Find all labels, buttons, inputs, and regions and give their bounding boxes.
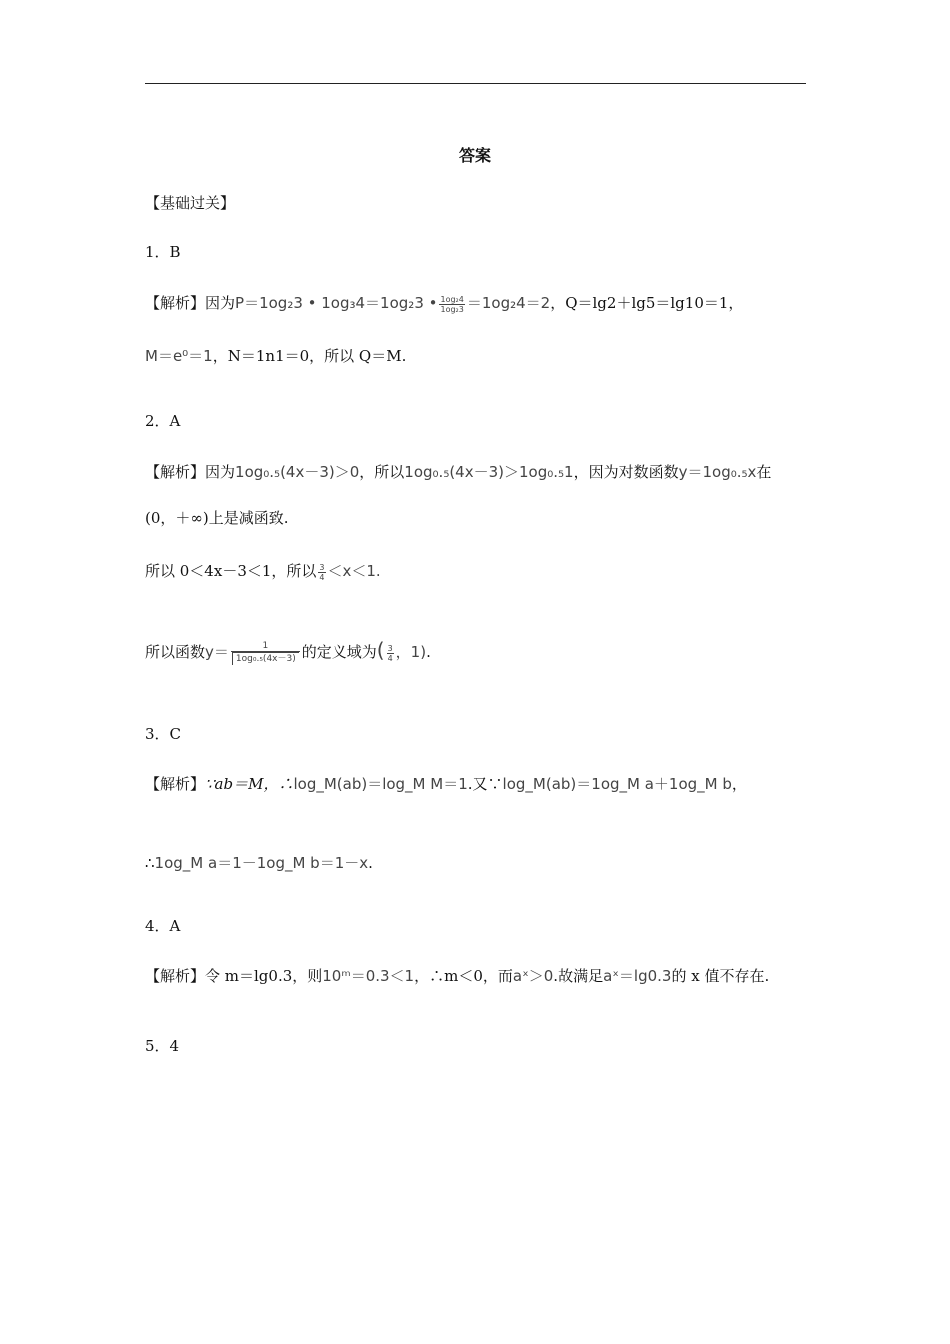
text: . <box>426 643 431 661</box>
text: 所以函数 <box>145 643 206 661</box>
fraction-denominator: 4 <box>387 653 393 663</box>
fraction-numerator: 3 <box>387 643 393 653</box>
text: 令 m＝lg0.3，则 <box>205 967 323 985</box>
answer-1-explanation-line1 <box>145 292 743 314</box>
separator: ， <box>550 294 566 312</box>
fraction-numerator: 1 <box>231 642 300 652</box>
answer-2-line3 <box>145 560 381 582</box>
text: ，因为对数函数 <box>573 463 679 481</box>
math-range: ＜x＜1. <box>327 562 381 580</box>
math-function: y＝1og₀.₅x <box>678 463 757 481</box>
math-p-def: P＝1og₂3 • 1og₃4＝1og₂3 • <box>235 294 438 312</box>
math-interval-tail: ，1) <box>395 643 427 661</box>
text: 因为 <box>205 463 236 481</box>
fraction-denominator <box>231 652 300 665</box>
text: 因为 <box>205 294 236 312</box>
answer-5-label: 5．4 <box>145 1037 180 1055</box>
answer-1-label: 1．B <box>145 243 181 261</box>
explanation-tag: 【解析】 <box>145 463 206 481</box>
text: 的 x 值不存在. <box>671 967 770 985</box>
math-n-part: N＝1n1＝0，所以 Q＝M. <box>227 347 407 365</box>
text: ，∴m＜0，而 <box>414 967 513 985</box>
answer-2-line4 <box>145 639 431 665</box>
math-fraction <box>318 563 325 582</box>
text: 的定义域为 <box>301 643 377 661</box>
answer-3-explanation-line1 <box>145 773 747 795</box>
text: .故满足 <box>553 967 604 985</box>
answer-4-label: 4．A <box>145 917 181 935</box>
math-eq-tail: ＝1og₂4＝2 <box>466 294 551 312</box>
text: ∵ab＝M，∴ <box>205 775 294 793</box>
math-fraction <box>387 644 394 663</box>
answer-2-line2: (0，＋∞)上是减函致. <box>145 509 289 527</box>
explanation-tag: 【解析】 <box>145 775 206 793</box>
therefore-symbol: ∴ <box>145 854 155 872</box>
text: 所以 0＜4x－3＜1，所以 <box>145 562 317 580</box>
math-q-part: Q＝lg2＋lg5＝lg10＝1， <box>565 294 744 312</box>
answer-3-label: 3．C <box>145 725 182 743</box>
math-log-1: log_M(ab)＝log_M M＝1 <box>293 775 468 793</box>
fraction-denominator: 1og₂3 <box>440 304 464 314</box>
math-exp-positive: aˣ＞0 <box>512 967 554 985</box>
page-title: 答案 <box>458 146 491 165</box>
section-heading: 【基础过关】 <box>145 194 236 212</box>
fraction-numerator: 1og₂4 <box>440 294 464 304</box>
answer-4-explanation <box>145 965 769 987</box>
text: .又∵ <box>467 775 503 793</box>
paren-open-icon: ( <box>376 638 385 662</box>
answer-2-label: 2．A <box>145 412 181 430</box>
sqrt-radicand: 1og₀.₅(4x－3) <box>232 652 299 665</box>
text: . <box>368 854 373 872</box>
header-rule <box>145 83 806 84</box>
text: 在 <box>756 463 772 481</box>
math-log-3: 1og_M a＝1－1og_M b＝1－x <box>154 854 369 872</box>
math-inequality-2: 1og₀.₅(4x－3)＞1og₀.₅1 <box>404 463 574 481</box>
fraction-denominator: 4 <box>319 572 325 582</box>
separator: ， <box>212 347 228 365</box>
fraction-numerator: 3 <box>319 562 325 572</box>
math-power: 10ᵐ＝0.3＜1 <box>322 967 415 985</box>
answer-2-explanation-line1 <box>145 461 771 483</box>
math-fraction <box>231 642 300 665</box>
math-fraction <box>439 295 464 314</box>
math-log-2: log_M(ab)＝1og_M a＋1og_M b <box>502 775 732 793</box>
answer-3-explanation-line2 <box>145 852 373 874</box>
math-inequality-1: 1og₀.₅(4x－3)＞0 <box>235 463 360 481</box>
text: ，所以 <box>359 463 405 481</box>
math-exp-eq: aˣ＝lg0.3 <box>603 967 672 985</box>
math-y: y＝ <box>205 643 229 661</box>
math-m-part: M＝e⁰＝1 <box>145 347 213 365</box>
answer-1-explanation-line2 <box>145 345 406 367</box>
explanation-tag: 【解析】 <box>145 294 206 312</box>
text: ， <box>731 775 747 793</box>
explanation-tag: 【解析】 <box>145 967 206 985</box>
